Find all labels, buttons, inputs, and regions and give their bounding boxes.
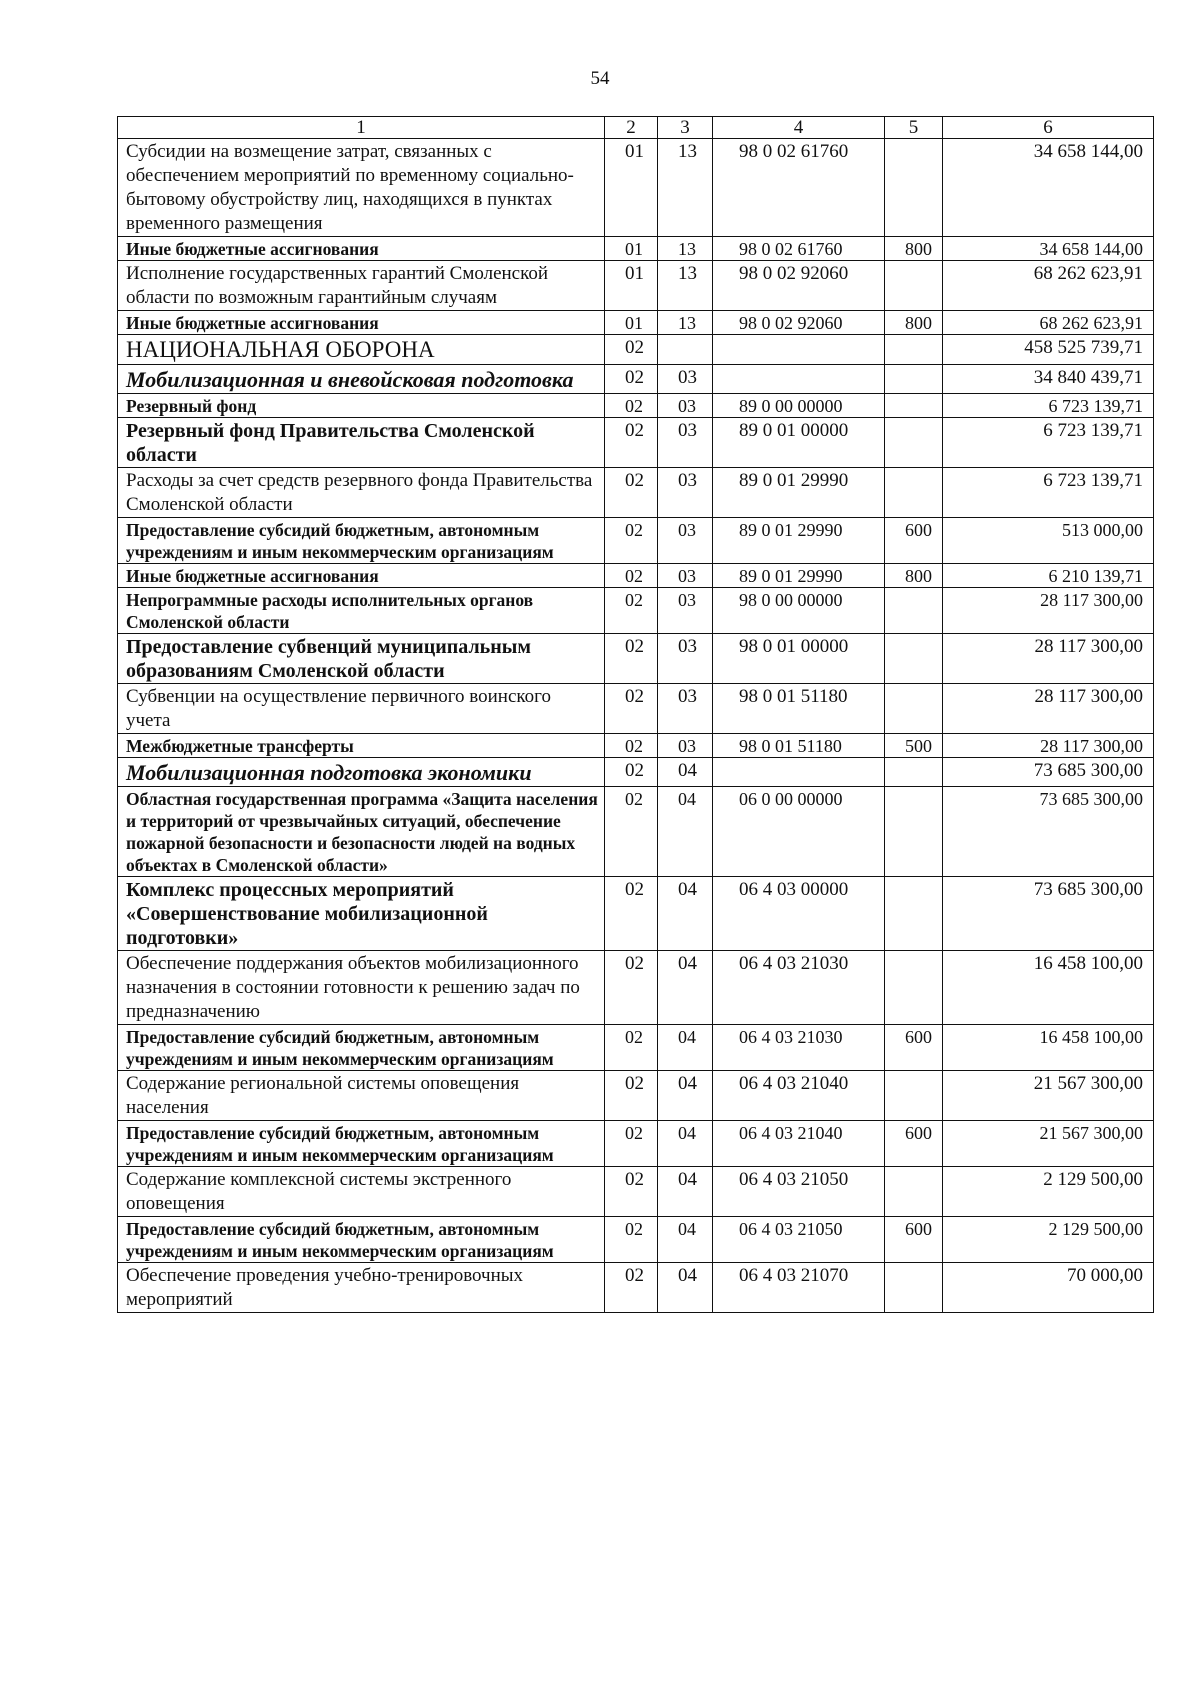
item-name-cell: Непрограммные расходы исполнительных органов Смоленской области	[118, 588, 605, 634]
section-code-cell: 02	[605, 877, 658, 951]
target-article-cell	[713, 365, 885, 394]
section-code-cell: 02	[605, 1071, 658, 1121]
target-article-cell: 06 4 03 21040	[713, 1121, 885, 1167]
column-header-row	[118, 117, 1154, 139]
table-row	[118, 237, 1154, 261]
item-name-cell: Содержание региональной системы оповещения населения	[118, 1071, 605, 1121]
expense-type-cell	[885, 1263, 943, 1313]
item-name-cell: Комплекс процессных мероприятий «Совершенствование мобилизационной подготовки»	[118, 877, 605, 951]
subsection-code-cell: 13	[658, 237, 713, 261]
table-row	[118, 758, 1154, 787]
target-article-cell: 06 4 03 21050	[713, 1167, 885, 1217]
amount-cell: 6 723 139,71	[943, 468, 1154, 518]
section-code-cell: 02	[605, 518, 658, 564]
expense-type-cell	[885, 684, 943, 734]
section-code-cell: 02	[605, 684, 658, 734]
section-code-cell: 01	[605, 311, 658, 335]
item-name-cell: Иные бюджетные ассигнования	[118, 311, 605, 335]
target-article-cell: 98 0 02 61760	[713, 237, 885, 261]
expense-type-cell: 800	[885, 564, 943, 588]
section-code-cell: 02	[605, 588, 658, 634]
expense-type-cell	[885, 418, 943, 468]
expense-type-cell	[885, 261, 943, 311]
expense-type-cell: 600	[885, 1025, 943, 1071]
column-header: 3	[658, 117, 713, 139]
section-code-cell: 02	[605, 1121, 658, 1167]
amount-cell: 28 117 300,00	[943, 634, 1154, 684]
target-article-cell: 98 0 01 51180	[713, 684, 885, 734]
subsection-code-cell: 04	[658, 1167, 713, 1217]
amount-cell: 2 129 500,00	[943, 1167, 1154, 1217]
column-header: 4	[713, 117, 885, 139]
column-header: 1	[118, 117, 605, 139]
column-header: 2	[605, 117, 658, 139]
item-name-cell: Предоставление субсидий бюджетным, автономным учреждениям и иным некоммерческим организациям	[118, 1217, 605, 1263]
section-code-cell: 01	[605, 261, 658, 311]
expense-type-cell	[885, 588, 943, 634]
item-name-cell: Субвенции на осуществление первичного воинского учета	[118, 684, 605, 734]
subsection-code-cell: 04	[658, 1025, 713, 1071]
amount-cell: 73 685 300,00	[943, 877, 1154, 951]
item-name-cell: Предоставление субвенций муниципальным образованиям Смоленской области	[118, 634, 605, 684]
subsection-code-cell: 04	[658, 1071, 713, 1121]
amount-cell: 16 458 100,00	[943, 951, 1154, 1025]
amount-cell: 6 210 139,71	[943, 564, 1154, 588]
item-name-cell: Обеспечение проведения учебно-тренировочных мероприятий	[118, 1263, 605, 1313]
section-code-cell: 02	[605, 365, 658, 394]
expense-type-cell: 800	[885, 311, 943, 335]
subsection-code-cell: 03	[658, 588, 713, 634]
amount-cell: 513 000,00	[943, 518, 1154, 564]
section-code-cell: 02	[605, 634, 658, 684]
expense-type-cell	[885, 877, 943, 951]
subsection-code-cell: 13	[658, 311, 713, 335]
section-code-cell: 01	[605, 139, 658, 237]
table-row	[118, 261, 1154, 311]
section-code-cell: 02	[605, 1025, 658, 1071]
amount-cell: 16 458 100,00	[943, 1025, 1154, 1071]
expense-type-cell: 600	[885, 518, 943, 564]
target-article-cell: 98 0 02 61760	[713, 139, 885, 237]
table-row	[118, 1167, 1154, 1217]
expense-type-cell	[885, 1071, 943, 1121]
table-row	[118, 1217, 1154, 1263]
section-code-cell: 02	[605, 564, 658, 588]
expense-type-cell	[885, 787, 943, 877]
target-article-cell	[713, 335, 885, 365]
section-code-cell: 02	[605, 1217, 658, 1263]
target-article-cell: 06 0 00 00000	[713, 787, 885, 877]
column-header: 5	[885, 117, 943, 139]
subsection-code-cell: 03	[658, 468, 713, 518]
table-row	[118, 564, 1154, 588]
target-article-cell: 89 0 01 29990	[713, 518, 885, 564]
table-row	[118, 588, 1154, 634]
section-code-cell: 01	[605, 237, 658, 261]
item-name-cell: Иные бюджетные ассигнования	[118, 237, 605, 261]
table-row	[118, 311, 1154, 335]
page-number: 54	[590, 68, 610, 89]
expense-type-cell	[885, 139, 943, 237]
target-article-cell: 98 0 00 00000	[713, 588, 885, 634]
amount-cell: 28 117 300,00	[943, 734, 1154, 758]
target-article-cell: 89 0 01 00000	[713, 418, 885, 468]
amount-cell: 28 117 300,00	[943, 684, 1154, 734]
target-article-cell: 89 0 00 00000	[713, 394, 885, 418]
amount-cell: 73 685 300,00	[943, 758, 1154, 787]
item-name-cell: НАЦИОНАЛЬНАЯ ОБОРОНА	[118, 335, 605, 365]
amount-cell: 6 723 139,71	[943, 394, 1154, 418]
table-row	[118, 365, 1154, 394]
item-name-cell: Содержание комплексной системы экстренного оповещения	[118, 1167, 605, 1217]
item-name-cell: Предоставление субсидий бюджетным, автономным учреждениям и иным некоммерческим организациям	[118, 1025, 605, 1071]
amount-cell: 68 262 623,91	[943, 311, 1154, 335]
amount-cell: 28 117 300,00	[943, 588, 1154, 634]
table-row	[118, 139, 1154, 237]
section-code-cell: 02	[605, 335, 658, 365]
table-row	[118, 1263, 1154, 1313]
section-code-cell: 02	[605, 951, 658, 1025]
target-article-cell: 06 4 03 21070	[713, 1263, 885, 1313]
amount-cell: 68 262 623,91	[943, 261, 1154, 311]
target-article-cell: 06 4 03 21040	[713, 1071, 885, 1121]
item-name-cell: Предоставление субсидий бюджетным, автономным учреждениям и иным некоммерческим организациям	[118, 1121, 605, 1167]
table-row	[118, 335, 1154, 365]
target-article-cell: 98 0 02 92060	[713, 261, 885, 311]
amount-cell: 70 000,00	[943, 1263, 1154, 1313]
subsection-code-cell: 13	[658, 261, 713, 311]
table-row	[118, 787, 1154, 877]
subsection-code-cell: 03	[658, 684, 713, 734]
section-code-cell: 02	[605, 734, 658, 758]
expense-type-cell	[885, 634, 943, 684]
table-row	[118, 1071, 1154, 1121]
subsection-code-cell	[658, 335, 713, 365]
subsection-code-cell: 03	[658, 518, 713, 564]
amount-cell: 73 685 300,00	[943, 787, 1154, 877]
expense-type-cell	[885, 365, 943, 394]
item-name-cell: Резервный фонд	[118, 394, 605, 418]
subsection-code-cell: 04	[658, 1217, 713, 1263]
expense-type-cell	[885, 951, 943, 1025]
target-article-cell: 89 0 01 29990	[713, 564, 885, 588]
section-code-cell: 02	[605, 1263, 658, 1313]
subsection-code-cell: 04	[658, 877, 713, 951]
table-row	[118, 1025, 1154, 1071]
amount-cell: 34 658 144,00	[943, 139, 1154, 237]
target-article-cell: 98 0 01 51180	[713, 734, 885, 758]
amount-cell: 458 525 739,71	[943, 335, 1154, 365]
section-code-cell: 02	[605, 394, 658, 418]
subsection-code-cell: 04	[658, 1263, 713, 1313]
table-row	[118, 734, 1154, 758]
table-row	[118, 518, 1154, 564]
target-article-cell: 89 0 01 29990	[713, 468, 885, 518]
subsection-code-cell: 04	[658, 1121, 713, 1167]
expense-type-cell	[885, 394, 943, 418]
item-name-cell: Мобилизационная подготовка экономики	[118, 758, 605, 787]
amount-cell: 34 840 439,71	[943, 365, 1154, 394]
table-row	[118, 418, 1154, 468]
target-article-cell: 06 4 03 21030	[713, 951, 885, 1025]
section-code-cell: 02	[605, 418, 658, 468]
subsection-code-cell: 04	[658, 758, 713, 787]
subsection-code-cell: 03	[658, 418, 713, 468]
subsection-code-cell: 04	[658, 951, 713, 1025]
subsection-code-cell: 03	[658, 734, 713, 758]
subsection-code-cell: 03	[658, 394, 713, 418]
item-name-cell: Межбюджетные трансферты	[118, 734, 605, 758]
subsection-code-cell: 03	[658, 365, 713, 394]
item-name-cell: Расходы за счет средств резервного фонда Правительства Смоленской области	[118, 468, 605, 518]
table-row	[118, 877, 1154, 951]
section-code-cell: 02	[605, 1167, 658, 1217]
target-article-cell: 98 0 02 92060	[713, 311, 885, 335]
subsection-code-cell: 04	[658, 787, 713, 877]
target-article-cell: 06 4 03 21030	[713, 1025, 885, 1071]
expense-type-cell	[885, 468, 943, 518]
item-name-cell: Предоставление субсидий бюджетным, автономным учреждениям и иным некоммерческим организациям	[118, 518, 605, 564]
expense-type-cell	[885, 758, 943, 787]
subsection-code-cell: 03	[658, 564, 713, 588]
item-name-cell: Субсидии на возмещение затрат, связанных с обеспечением мероприятий по временному социально-бытовому обустройству лиц, находящихся в пунктах временного размещения	[118, 139, 605, 237]
subsection-code-cell: 13	[658, 139, 713, 237]
target-article-cell: 06 4 03 00000	[713, 877, 885, 951]
expense-type-cell	[885, 1167, 943, 1217]
amount-cell: 21 567 300,00	[943, 1071, 1154, 1121]
budget-table	[117, 116, 1154, 1313]
target-article-cell: 06 4 03 21050	[713, 1217, 885, 1263]
table-row	[118, 468, 1154, 518]
item-name-cell: Иные бюджетные ассигнования	[118, 564, 605, 588]
item-name-cell: Исполнение государственных гарантий Смоленской области по возможным гарантийным случаям	[118, 261, 605, 311]
table-row	[118, 951, 1154, 1025]
expense-type-cell: 800	[885, 237, 943, 261]
table-row	[118, 634, 1154, 684]
table-row	[118, 1121, 1154, 1167]
target-article-cell: 98 0 01 00000	[713, 634, 885, 684]
expense-type-cell: 500	[885, 734, 943, 758]
section-code-cell: 02	[605, 787, 658, 877]
target-article-cell	[713, 758, 885, 787]
subsection-code-cell: 03	[658, 634, 713, 684]
amount-cell: 2 129 500,00	[943, 1217, 1154, 1263]
table-row	[118, 684, 1154, 734]
expense-type-cell: 600	[885, 1121, 943, 1167]
amount-cell: 34 658 144,00	[943, 237, 1154, 261]
amount-cell: 21 567 300,00	[943, 1121, 1154, 1167]
column-header: 6	[943, 117, 1154, 139]
section-code-cell: 02	[605, 758, 658, 787]
expense-type-cell: 600	[885, 1217, 943, 1263]
item-name-cell: Обеспечение поддержания объектов мобилизационного назначения в состоянии готовности к решению задач по предназначению	[118, 951, 605, 1025]
expense-type-cell	[885, 335, 943, 365]
section-code-cell: 02	[605, 468, 658, 518]
amount-cell: 6 723 139,71	[943, 418, 1154, 468]
item-name-cell: Резервный фонд Правительства Смоленской области	[118, 418, 605, 468]
item-name-cell: Областная государственная программа «Защита населения и территорий от чрезвычайных ситуаций, обеспечение пожарной безопасности и безопасности людей на водных объектах в Смоленской области»	[118, 787, 605, 877]
table-row	[118, 394, 1154, 418]
item-name-cell: Мобилизационная и вневойсковая подготовка	[118, 365, 605, 394]
